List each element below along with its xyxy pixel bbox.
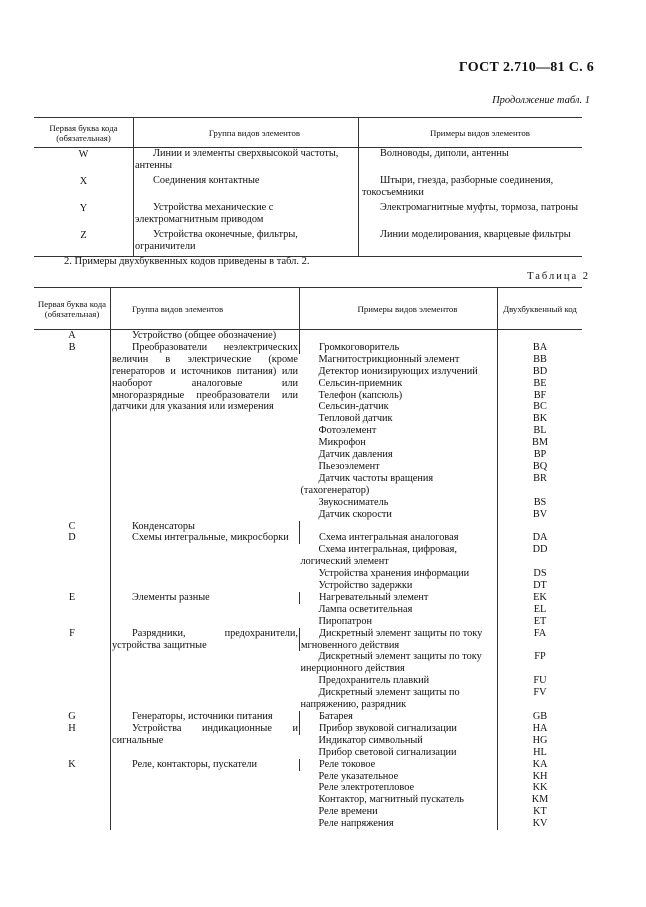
two-letter-code-cell: BV xyxy=(498,509,583,521)
two-letter-code-cell: FV xyxy=(498,687,583,711)
page-header: ГОСТ 2.710—81 С. 6 xyxy=(458,60,594,75)
code-letter-cell: H xyxy=(68,722,76,734)
two-letter-code-cell: BB xyxy=(498,354,583,366)
table-1-continuation xyxy=(34,117,582,257)
code-letter-cell: D xyxy=(68,532,76,544)
group-cell: Устройство (общее обозначение) xyxy=(111,330,300,342)
code-letter-cell: X xyxy=(79,176,88,187)
two-letter-code-cell: KM xyxy=(498,794,583,806)
column-header: Группа видов элементов xyxy=(111,288,300,330)
code-letter-cell: C xyxy=(68,520,76,532)
element-example-cell xyxy=(300,330,498,342)
group-cell: Реле, контакторы, пускатели xyxy=(111,759,300,830)
two-letter-code-cell: KH xyxy=(498,771,583,783)
two-letter-code-cell: BP xyxy=(498,449,583,461)
two-letter-code-cell xyxy=(498,521,583,533)
table-row xyxy=(34,711,582,723)
element-example-cell: Контактор, магнитный пускатель xyxy=(318,794,464,806)
group-cell: Схемы интегральные, микросборки xyxy=(111,532,300,592)
two-letter-code-cell: BD xyxy=(498,366,583,378)
code-letter-cell: Y xyxy=(79,203,88,214)
two-letter-code-cell: KV xyxy=(498,818,583,830)
element-example-cell: Дискретный элемент защиты по напряжению, разрядник xyxy=(300,687,460,711)
two-letter-code-cell: FU xyxy=(498,675,583,687)
table-row xyxy=(34,723,582,735)
element-example-cell: Батарея xyxy=(300,711,498,723)
element-example-cell: Индикатор символьный xyxy=(318,734,423,746)
element-example-cell: Фотоэлемент xyxy=(318,425,377,437)
group-cell: Устройства оконечные, фильтры, ограничители xyxy=(134,229,359,257)
element-example-cell: Реле указательное xyxy=(318,770,399,782)
group-cell: Линии и элементы сверхвысокой частоты, антенны xyxy=(134,148,359,176)
element-example-cell: Лампа осветительная xyxy=(318,603,413,615)
element-example-cell: Магнитострикционный элемент xyxy=(318,353,460,365)
table-row xyxy=(34,175,582,202)
group-cell: Генераторы, источники питания xyxy=(111,711,300,723)
table-2 xyxy=(34,287,582,830)
two-letter-code-cell: KA xyxy=(498,759,583,771)
element-example-cell: Датчик частоты вращения (тахогенератор) xyxy=(300,472,434,496)
two-letter-code-cell: KT xyxy=(498,806,583,818)
element-example-cell: Громкоговоритель xyxy=(300,342,498,354)
two-letter-code-cell: BS xyxy=(498,497,583,509)
two-letter-code-cell: HA xyxy=(498,723,583,735)
element-example-cell: Дискретный элемент защиты по току инерционного действия xyxy=(300,651,482,675)
element-example-cell: Прибор звуковой сигнализации xyxy=(300,723,498,735)
element-example-cell: Пиропатрон xyxy=(318,615,372,627)
element-example-cell: Схема интегральная аналоговая xyxy=(300,532,498,544)
element-example-cell: Дискретный элемент защиты по току мгновенного действия xyxy=(300,628,498,652)
two-letter-code-cell: BK xyxy=(498,413,583,425)
column-header: Двухбуквенный код xyxy=(498,288,583,330)
element-example-cell: Телефон (капсюль) xyxy=(318,389,403,401)
examples-cell: Линии моделирования, кварцевые фильтры xyxy=(359,229,583,257)
paragraph: 2. Примеры двухбуквенных кодов приведены в табл. 2. xyxy=(64,256,310,267)
element-example-cell: Реле токовое xyxy=(300,759,498,771)
two-letter-code-cell: BR xyxy=(498,473,583,497)
two-letter-code-cell: KK xyxy=(498,782,583,794)
table-row xyxy=(34,229,582,257)
element-example-cell: Сельсин-датчик xyxy=(318,401,389,413)
two-letter-code-cell: DA xyxy=(498,532,583,544)
table-row xyxy=(34,759,582,771)
element-example-cell: Реле электротепловое xyxy=(318,782,415,794)
element-example-cell: Тепловой датчик xyxy=(318,413,393,425)
code-letter-cell: B xyxy=(68,341,76,353)
examples-cell: Волноводы, диполи, антенны xyxy=(359,148,583,176)
group-cell: Элементы разные xyxy=(111,592,300,628)
examples-cell: Электромагнитные муфты, тормоза, патроны xyxy=(359,202,583,229)
code-letter-cell: Z xyxy=(34,229,134,257)
table-row xyxy=(34,521,582,533)
two-letter-code-cell: DD xyxy=(498,544,583,568)
element-example-cell: Реле напряжения xyxy=(318,818,394,830)
two-letter-code-cell: EL xyxy=(498,604,583,616)
element-example-cell: Прибор световой сигнализации xyxy=(318,746,457,758)
element-example-cell: Предохранитель плавкий xyxy=(318,675,430,687)
column-header: Группа видов элементов xyxy=(134,118,359,148)
element-example-cell: Детектор ионизирующих излучений xyxy=(318,365,478,377)
element-example-cell: Микрофон xyxy=(318,437,366,449)
group-cell: Разрядники, предохранители, устройства защитные xyxy=(111,628,300,711)
code-letter-cell: G xyxy=(68,711,76,722)
element-example-cell: Звукосниматель xyxy=(318,496,389,508)
column-header: Примеры видов элементов xyxy=(300,288,498,330)
two-letter-code-cell: EK xyxy=(498,592,583,604)
code-letter-cell: A xyxy=(68,330,76,341)
element-example-cell: Устройства хранения информации xyxy=(318,568,470,580)
element-example-cell: Пьезоэлемент xyxy=(318,460,380,472)
two-letter-code-cell: FA xyxy=(498,628,583,652)
group-cell: Преобразователи неэлектрических величин в электрические (кроме генераторов и источников питания) или наоборот аналоговые или многоразрядные преобразователи или датчики для указания или измерения xyxy=(111,342,300,521)
column-header: Первая буква кода (обязательная) xyxy=(34,288,111,330)
table-row xyxy=(34,342,582,354)
two-letter-code-cell: BE xyxy=(498,378,583,390)
group-cell: Соединения контактные xyxy=(134,175,359,202)
table-row xyxy=(34,148,582,176)
two-letter-code-cell: ET xyxy=(498,616,583,628)
element-example-cell: Устройство задержки xyxy=(318,580,413,592)
code-letter-cell: E xyxy=(68,591,76,603)
two-letter-code-cell: BQ xyxy=(498,461,583,473)
element-example-cell: Сельсин-приемник xyxy=(318,377,403,389)
two-letter-code-cell: BA xyxy=(498,342,583,354)
two-letter-code-cell: GB xyxy=(498,711,583,723)
element-example-cell: Реле времени xyxy=(318,806,378,818)
two-letter-code-cell: BL xyxy=(498,425,583,437)
group-cell: Устройства механические с электромагнитным приводом xyxy=(134,202,359,229)
two-letter-code-cell: BM xyxy=(498,437,583,449)
table-row xyxy=(34,532,582,544)
table-continuation-label: Продолжение табл. 1 xyxy=(492,95,590,106)
two-letter-code-cell: DS xyxy=(498,568,583,580)
group-cell: Конденсаторы xyxy=(111,521,300,533)
element-example-cell: Датчик скорости xyxy=(318,508,392,520)
code-letter-cell: F xyxy=(69,627,75,639)
table-row xyxy=(34,592,582,604)
element-example-cell xyxy=(300,521,498,533)
two-letter-code-cell: HG xyxy=(498,735,583,747)
code-letter-cell: W xyxy=(78,149,89,160)
table-row xyxy=(34,202,582,229)
two-letter-code-cell: BC xyxy=(498,401,583,413)
element-example-cell: Схема интегральная, цифровая, логический элемент xyxy=(300,544,457,568)
element-example-cell: Датчик давления xyxy=(318,449,393,461)
table-title: Таблица 2 xyxy=(527,271,590,282)
two-letter-code-cell: HL xyxy=(498,747,583,759)
two-letter-code-cell: DT xyxy=(498,580,583,592)
examples-cell: Штыри, гнезда, разборные соединения, токосъемники xyxy=(359,175,583,202)
column-header: Примеры видов элементов xyxy=(359,118,583,148)
table-row xyxy=(34,628,582,652)
code-letter-cell: K xyxy=(68,758,76,770)
two-letter-code-cell xyxy=(498,330,583,342)
column-header: Первая буква кода (обязательная) xyxy=(34,118,134,148)
element-example-cell: Нагревательный элемент xyxy=(300,592,498,604)
table-row xyxy=(34,330,582,342)
two-letter-code-cell: BF xyxy=(498,390,583,402)
group-cell: Устройства индикационные и сигнальные xyxy=(111,723,300,759)
two-letter-code-cell: FP xyxy=(498,651,583,675)
